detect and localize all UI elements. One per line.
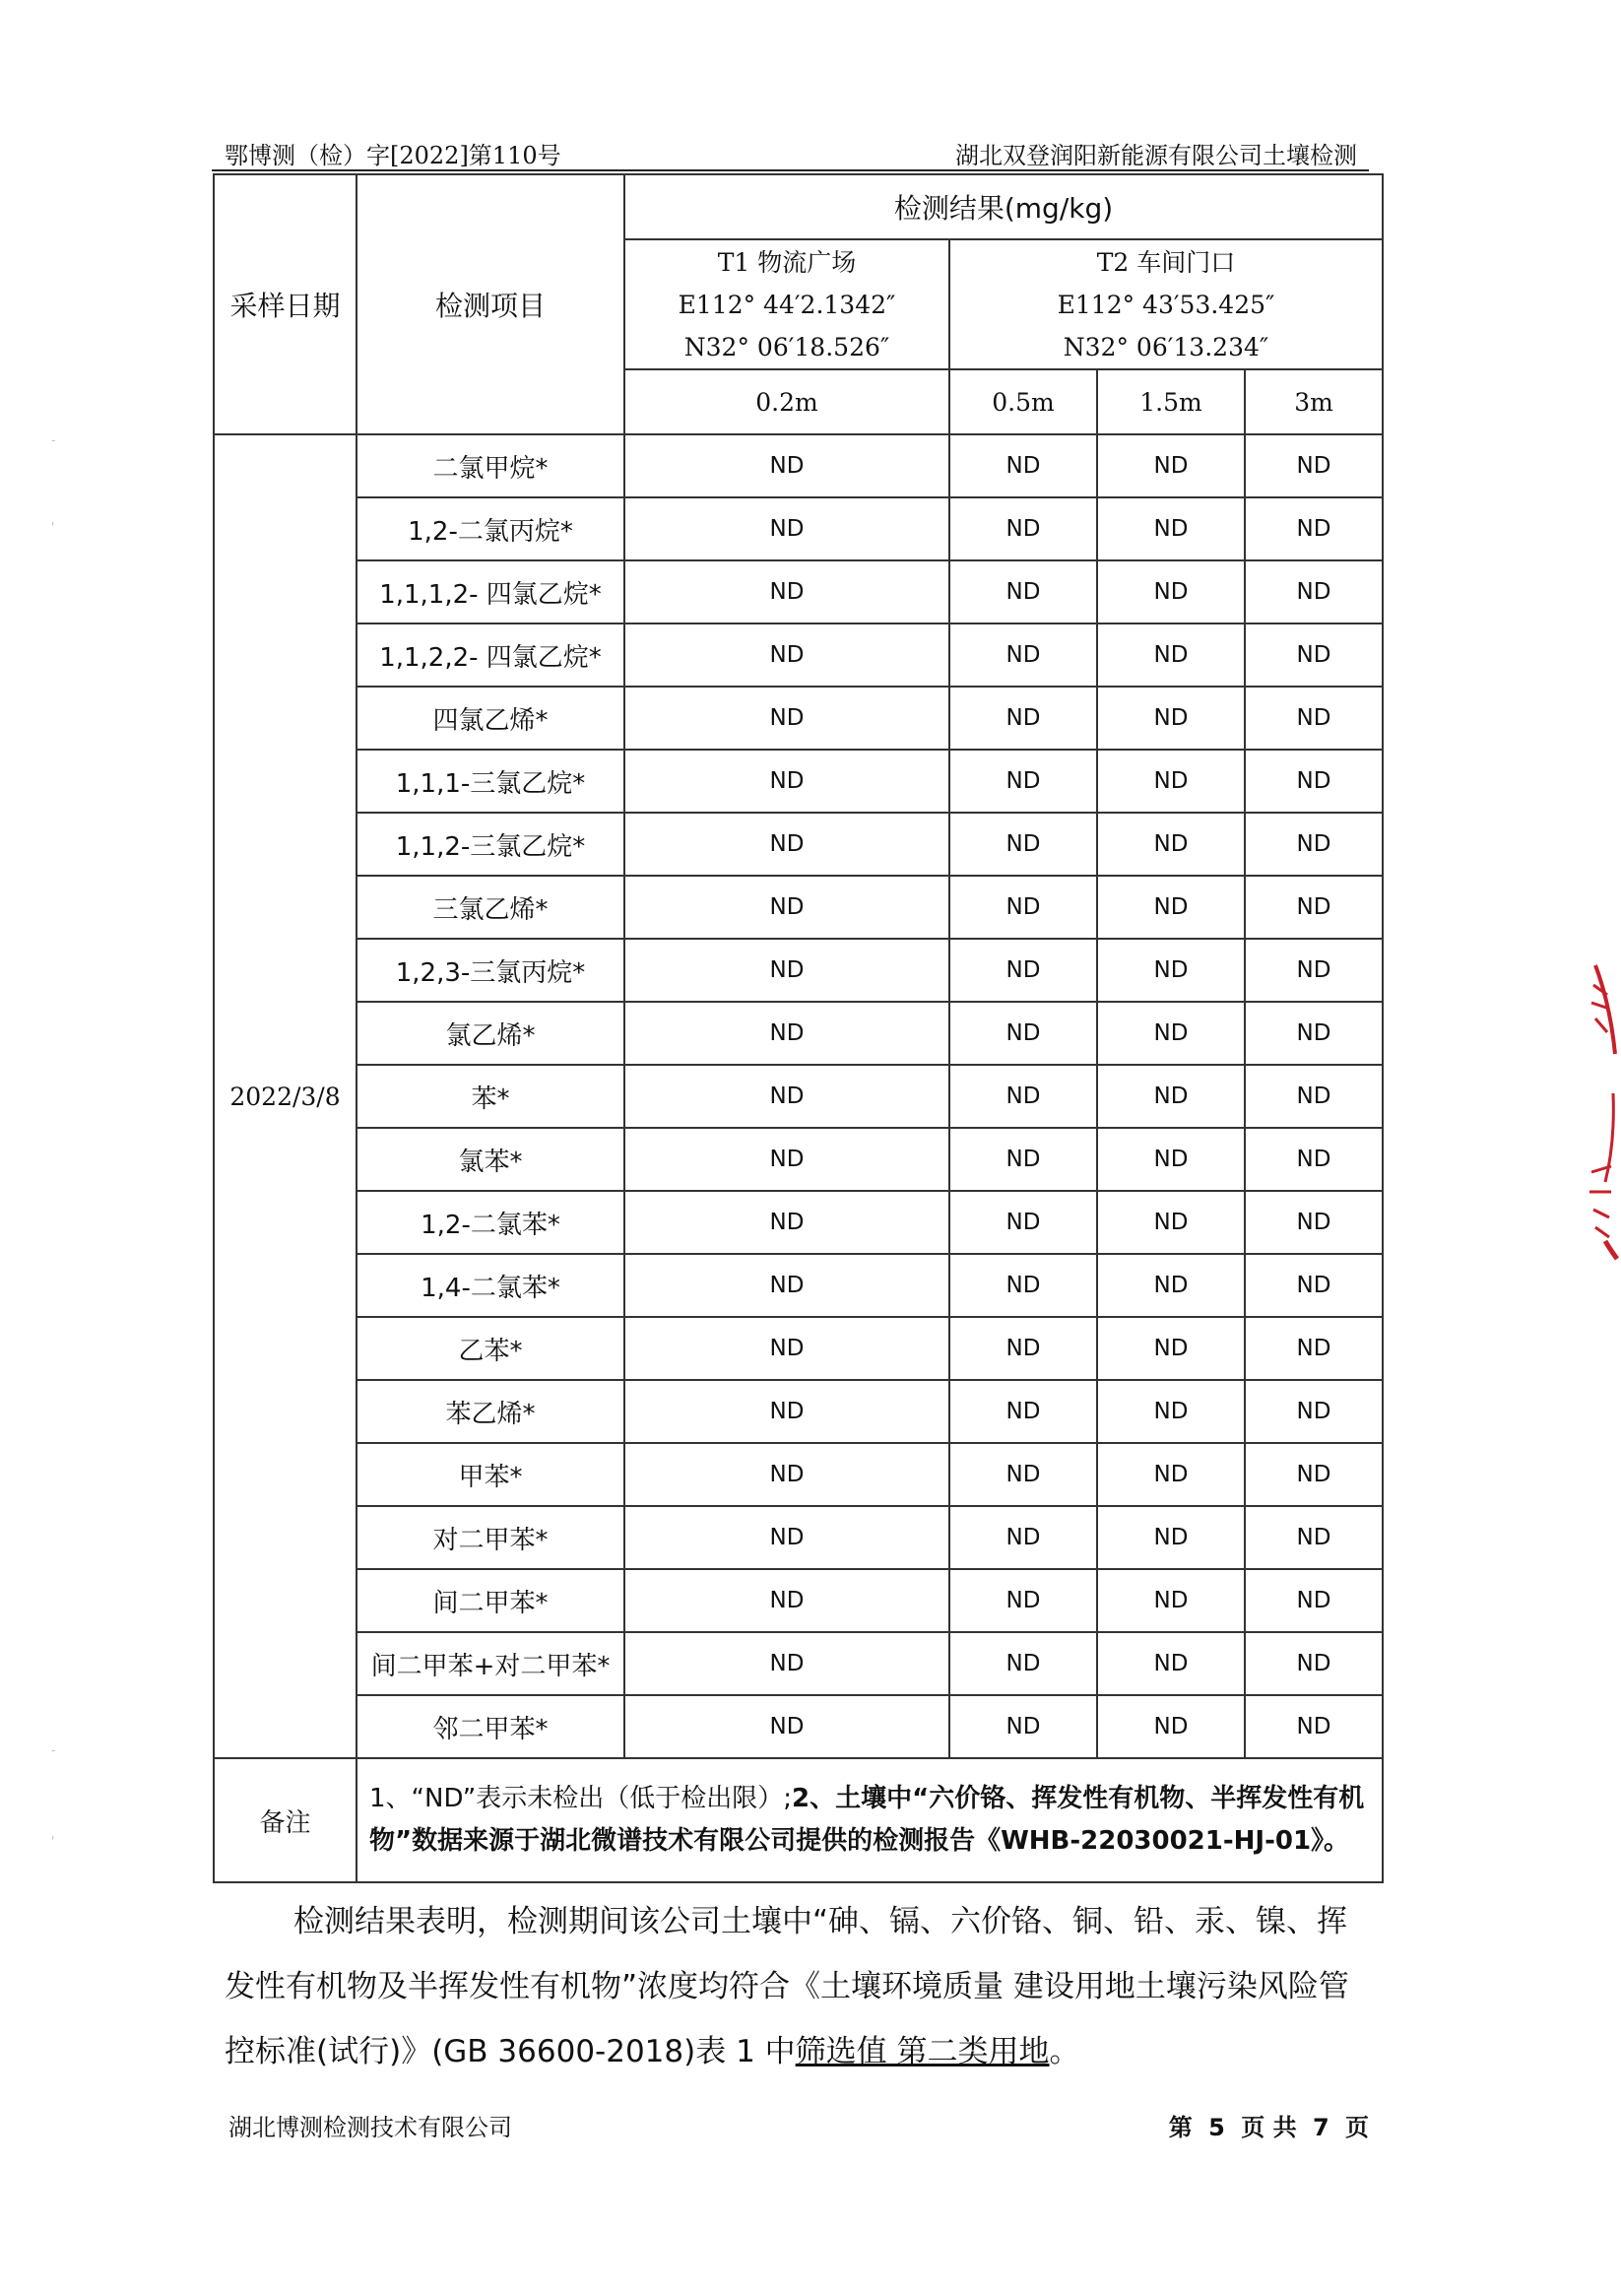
result-cell: ND bbox=[949, 687, 1097, 750]
result-cell: ND bbox=[1245, 1695, 1383, 1758]
scan-mark-icon: ' bbox=[51, 520, 55, 534]
result-cell: ND bbox=[1245, 1506, 1383, 1569]
result-cell: ND bbox=[624, 434, 949, 497]
test-item: 乙苯* bbox=[357, 1317, 624, 1380]
result-cell: ND bbox=[949, 1065, 1097, 1128]
result-cell: ND bbox=[949, 1632, 1097, 1695]
result-cell: ND bbox=[949, 434, 1097, 497]
result-cell: ND bbox=[1245, 876, 1383, 939]
table-header-row bbox=[214, 174, 1383, 239]
result-cell: ND bbox=[1097, 1380, 1245, 1443]
result-cell: ND bbox=[1245, 434, 1383, 497]
conclusion-end: 。 bbox=[1049, 2034, 1080, 2069]
result-cell: ND bbox=[624, 1443, 949, 1506]
result-cell: ND bbox=[1245, 623, 1383, 687]
result-cell: ND bbox=[949, 1254, 1097, 1317]
result-cell: ND bbox=[624, 1002, 949, 1065]
test-item: 1,2-二氯苯* bbox=[357, 1191, 624, 1254]
result-cell: ND bbox=[949, 497, 1097, 560]
test-item: 氯苯* bbox=[357, 1128, 624, 1191]
test-item: 1,1,2,2- 四氯乙烷* bbox=[357, 623, 624, 687]
table-row bbox=[214, 623, 1383, 687]
page-prefix: 第 bbox=[1168, 2114, 1193, 2141]
result-cell: ND bbox=[949, 1128, 1097, 1191]
table-row bbox=[214, 750, 1383, 813]
result-cell: ND bbox=[624, 497, 949, 560]
table-row bbox=[214, 876, 1383, 939]
result-cell: ND bbox=[624, 560, 949, 623]
item-column-header: 检测项目 bbox=[357, 174, 624, 434]
result-cell: ND bbox=[1245, 560, 1383, 623]
result-cell: ND bbox=[1245, 1254, 1383, 1317]
result-cell: ND bbox=[624, 1569, 949, 1632]
page-total: 7 bbox=[1312, 2114, 1329, 2141]
seal-stamp-icon bbox=[1566, 946, 1621, 1261]
result-cell: ND bbox=[1097, 1191, 1245, 1254]
result-cell: ND bbox=[1245, 939, 1383, 1002]
results-header: 检测结果(mg/kg) bbox=[624, 174, 1383, 239]
table-row bbox=[214, 560, 1383, 623]
result-cell: ND bbox=[1245, 497, 1383, 560]
test-item: 1,1,2-三氯乙烷* bbox=[357, 813, 624, 876]
conclusion-text: 检测结果表明，检测期间该公司土壤中“砷、镉、六价铬、铜、铅、汞、镍、挥发性有机物及半挥发性有机物”浓度均符合《土壤环境质量 建设用地土壤污染风险管控标准(试行)》(GB 36600-2018)表 1 中 bbox=[225, 1904, 1349, 2069]
result-cell: ND bbox=[949, 1002, 1097, 1065]
site-t1-latitude: N32° 06′18.526″ bbox=[683, 332, 890, 361]
result-cell: ND bbox=[949, 1317, 1097, 1380]
depth-header: 3m bbox=[1245, 369, 1383, 434]
result-cell: ND bbox=[949, 1380, 1097, 1443]
result-cell: ND bbox=[1097, 497, 1245, 560]
result-cell: ND bbox=[624, 1254, 949, 1317]
date-column-header: 采样日期 bbox=[214, 174, 357, 434]
result-cell: ND bbox=[624, 1506, 949, 1569]
test-item: 间二甲苯+对二甲苯* bbox=[357, 1632, 624, 1695]
table-row bbox=[214, 813, 1383, 876]
result-cell: ND bbox=[624, 1128, 949, 1191]
result-cell: ND bbox=[1245, 813, 1383, 876]
result-cell: ND bbox=[949, 560, 1097, 623]
header-divider bbox=[212, 169, 1369, 171]
result-cell: ND bbox=[1245, 1002, 1383, 1065]
result-cell: ND bbox=[949, 750, 1097, 813]
result-cell: ND bbox=[624, 750, 949, 813]
result-cell: ND bbox=[1097, 1065, 1245, 1128]
result-cell: ND bbox=[1245, 1191, 1383, 1254]
scan-mark-icon: - bbox=[51, 1743, 56, 1757]
result-cell: ND bbox=[1245, 750, 1383, 813]
table-row bbox=[214, 497, 1383, 560]
result-cell: ND bbox=[1097, 939, 1245, 1002]
table-row bbox=[214, 1569, 1383, 1632]
test-item: 1,4-二氯苯* bbox=[357, 1254, 624, 1317]
table-row bbox=[214, 1317, 1383, 1380]
result-cell: ND bbox=[624, 687, 949, 750]
test-item: 四氯乙烯* bbox=[357, 687, 624, 750]
test-item: 苯* bbox=[357, 1065, 624, 1128]
result-cell: ND bbox=[1245, 1632, 1383, 1695]
result-cell: ND bbox=[1097, 1128, 1245, 1191]
site-t1-name: T1 物流广场 bbox=[717, 247, 857, 277]
remark-part2: 2、土壤中“六价铬、挥发性有机物、半挥发性有机物”数据来源于湖北微谱技术有限公司提供的检测报告《WHB-22030021-HJ-01》。 bbox=[369, 1784, 1365, 1856]
test-item: 三氯乙烯* bbox=[357, 876, 624, 939]
result-cell: ND bbox=[624, 1065, 949, 1128]
result-cell: ND bbox=[1097, 1002, 1245, 1065]
table-row bbox=[214, 1380, 1383, 1443]
result-cell: ND bbox=[949, 1443, 1097, 1506]
test-item: 1,2-二氯丙烷* bbox=[357, 497, 624, 560]
site-t2-name: T2 车间门口 bbox=[1096, 247, 1236, 277]
table-row bbox=[214, 939, 1383, 1002]
remark-text bbox=[357, 1758, 1383, 1882]
table-row bbox=[214, 1065, 1383, 1128]
result-cell: ND bbox=[1245, 1065, 1383, 1128]
scan-mark-icon: ' bbox=[51, 1834, 55, 1848]
depth-header: 1.5m bbox=[1097, 369, 1245, 434]
result-cell: ND bbox=[1097, 1632, 1245, 1695]
sampling-date: 2022/3/8 bbox=[214, 434, 357, 1758]
test-item: 间二甲苯* bbox=[357, 1569, 624, 1632]
result-cell: ND bbox=[1097, 1317, 1245, 1380]
result-cell: ND bbox=[1097, 1695, 1245, 1758]
report-number: 鄂博测（检）字[2022]第110号 bbox=[225, 142, 561, 169]
site-t1-header bbox=[624, 239, 949, 369]
page-suffix: 页 bbox=[1345, 2114, 1369, 2141]
result-cell: ND bbox=[949, 1191, 1097, 1254]
result-cell: ND bbox=[1097, 813, 1245, 876]
result-cell: ND bbox=[949, 1506, 1097, 1569]
conclusion-paragraph bbox=[225, 1889, 1377, 2084]
result-cell: ND bbox=[624, 1191, 949, 1254]
remark-part1: 1、“ND”表示未检出（低于检出限）; bbox=[369, 1784, 793, 1813]
result-cell: ND bbox=[1245, 1443, 1383, 1506]
result-cell: ND bbox=[1097, 1506, 1245, 1569]
test-item: 甲苯* bbox=[357, 1443, 624, 1506]
result-cell: ND bbox=[624, 623, 949, 687]
site-t2-header bbox=[949, 239, 1383, 369]
page-number: 5 bbox=[1208, 2114, 1225, 2141]
table-row bbox=[214, 1506, 1383, 1569]
test-item: 二氯甲烷* bbox=[357, 434, 624, 497]
test-item: 1,1,1-三氯乙烷* bbox=[357, 750, 624, 813]
result-cell: ND bbox=[949, 876, 1097, 939]
table-row bbox=[214, 1695, 1383, 1758]
table-row bbox=[214, 1002, 1383, 1065]
table-row bbox=[214, 1191, 1383, 1254]
test-item: 氯乙烯* bbox=[357, 1002, 624, 1065]
result-cell: ND bbox=[1097, 687, 1245, 750]
page-mid: 页 共 bbox=[1241, 2114, 1297, 2141]
result-cell: ND bbox=[624, 1632, 949, 1695]
results-table bbox=[213, 173, 1384, 1883]
result-cell: ND bbox=[624, 1695, 949, 1758]
result-cell: ND bbox=[1245, 1128, 1383, 1191]
footer-company: 湖北博测检测技术有限公司 bbox=[228, 2114, 512, 2141]
result-cell: ND bbox=[1097, 750, 1245, 813]
result-cell: ND bbox=[1097, 1443, 1245, 1506]
page-indicator bbox=[1169, 2108, 1369, 2142]
result-cell: ND bbox=[949, 1569, 1097, 1632]
table-row bbox=[214, 434, 1383, 497]
site-t2-longitude: E112° 43′53.425″ bbox=[1057, 290, 1275, 319]
result-cell: ND bbox=[1245, 1317, 1383, 1380]
table-row bbox=[214, 1254, 1383, 1317]
result-cell: ND bbox=[624, 939, 949, 1002]
remark-row bbox=[214, 1758, 1383, 1882]
depth-header: 0.2m bbox=[624, 369, 949, 434]
site-t1-longitude: E112° 44′2.1342″ bbox=[678, 290, 896, 319]
result-cell: ND bbox=[1097, 1254, 1245, 1317]
table-row bbox=[214, 687, 1383, 750]
test-item: 邻二甲苯* bbox=[357, 1695, 624, 1758]
result-cell: ND bbox=[949, 1695, 1097, 1758]
test-item: 苯乙烯* bbox=[357, 1380, 624, 1443]
result-cell: ND bbox=[949, 939, 1097, 1002]
result-cell: ND bbox=[624, 876, 949, 939]
scan-mark-icon: - bbox=[51, 433, 56, 447]
result-cell: ND bbox=[949, 813, 1097, 876]
result-cell: ND bbox=[1097, 1569, 1245, 1632]
result-cell: ND bbox=[1245, 1569, 1383, 1632]
result-cell: ND bbox=[624, 813, 949, 876]
test-item: 1,1,1,2- 四氯乙烷* bbox=[357, 560, 624, 623]
result-cell: ND bbox=[624, 1317, 949, 1380]
conclusion-underlined: 筛选值 第二类用地 bbox=[795, 2034, 1050, 2069]
table-row bbox=[214, 1632, 1383, 1695]
result-cell: ND bbox=[949, 623, 1097, 687]
table-row bbox=[214, 1128, 1383, 1191]
result-cell: ND bbox=[1097, 434, 1245, 497]
result-cell: ND bbox=[1245, 687, 1383, 750]
test-item: 对二甲苯* bbox=[357, 1506, 624, 1569]
remark-label: 备注 bbox=[214, 1758, 357, 1882]
report-subject: 湖北双登润阳新能源有限公司土壤检测 bbox=[955, 142, 1357, 169]
test-item: 1,2,3-三氯丙烷* bbox=[357, 939, 624, 1002]
site-t2-latitude: N32° 06′13.234″ bbox=[1063, 332, 1269, 361]
result-cell: ND bbox=[624, 1380, 949, 1443]
result-cell: ND bbox=[1097, 560, 1245, 623]
result-cell: ND bbox=[1097, 876, 1245, 939]
table-row bbox=[214, 1443, 1383, 1506]
depth-header: 0.5m bbox=[949, 369, 1097, 434]
result-cell: ND bbox=[1245, 1380, 1383, 1443]
result-cell: ND bbox=[1097, 623, 1245, 687]
